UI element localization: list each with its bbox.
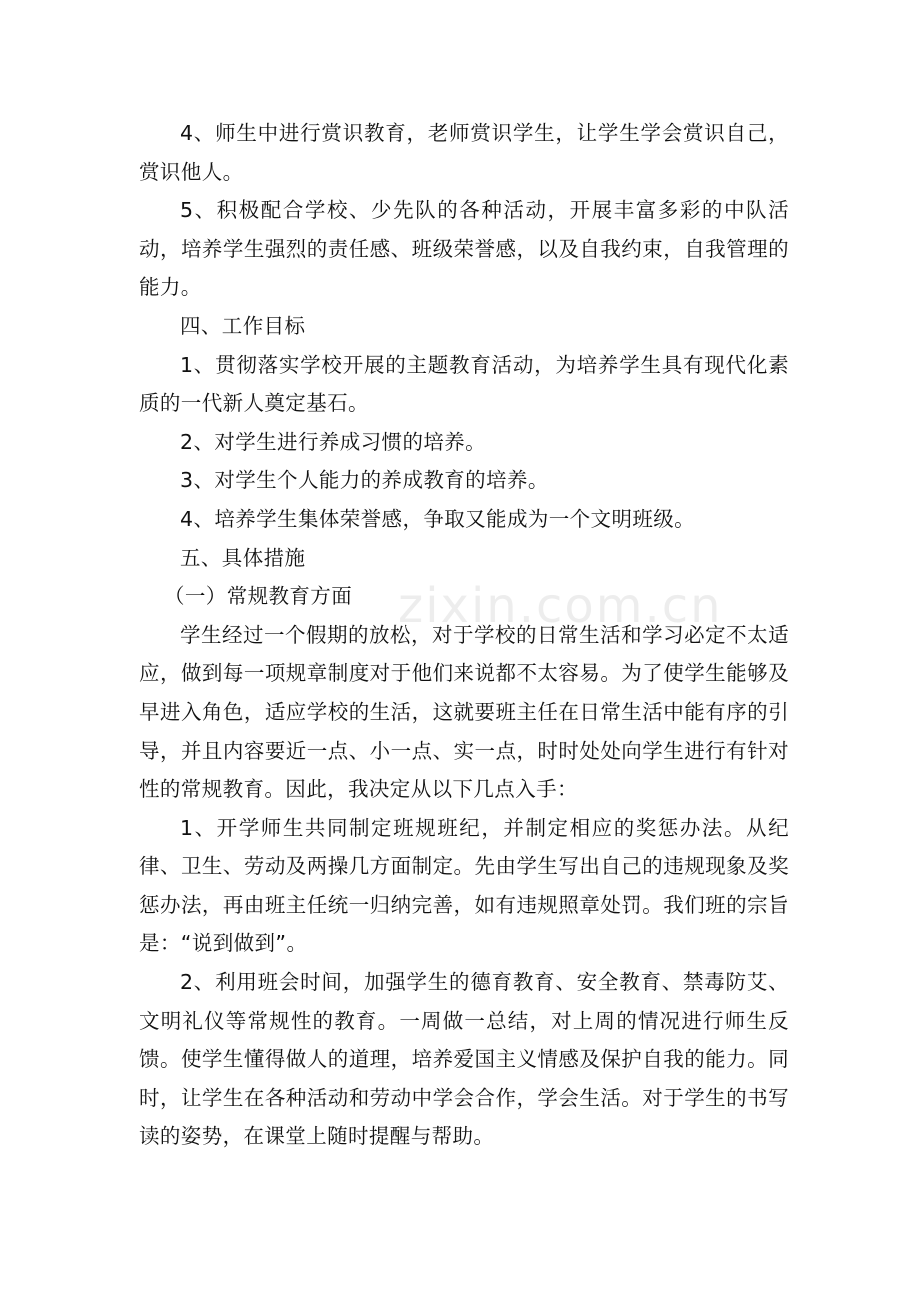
subsection-heading-routine-education: （一）常规教育方面 [164,584,353,609]
goal-item-1: 1、贯彻落实学校开展的主题教育活动，为培养学生具有现代化素质的一代新人奠定基石。 [139,352,789,416]
section-heading-work-goals: 四、工作目标 [180,313,306,338]
paragraph-item-5: 5、积极配合学校、少先队的各种活动，开展丰富多彩的中队活动，培养学生强烈的责任感、班级荣誉感，以及自我约束，自我管理的能力。 [139,198,789,300]
watermark-text: zixin.com.cn [398,578,723,634]
paragraph-item-4: 4、师生中进行赏识教育，老师赏识学生，让学生学会赏识自己，赏识他人。 [139,121,789,184]
measure-item-1: 1、开学师生共同制定班规班纪，并制定相应的奖惩办法。从纪律、卫生、劳动及两操几方面制定。先由学生写出自己的违规现象及奖惩办法，再由班主任统一归纳完善，如有违规照章处罚。我们班的宗旨是：“说到做到”。 [139,815,789,956]
paragraph-routine-intro: 学生经过一个假期的放松，对于学校的日常生活和学习必定不太适应，做到每一项规章制度对于他们来说都不太容易。为了使学生能够及早进入角色，适应学校的生活，这就要班主任在日常生活中能有序的引导，并且内容要近一点、小一点、实一点，时时处处向学生进行有针对性的常规教育。因此，我决定从以下几点入手： [139,622,789,802]
document-body [139,114,789,1156]
goal-item-2: 2、对学生进行养成习惯的培养。 [180,429,487,454]
goal-item-3: 3、对学生个人能力的养成教育的培养。 [180,468,549,493]
goal-item-4: 4、培养学生集体荣誉感，争取又能成为一个文明班级。 [180,506,696,531]
measure-item-2: 2、利用班会时间，加强学生的德育教育、安全教育、禁毒防艾、文明礼仪等常规性的教育。一周做一总结，对上周的情况进行师生反馈。使学生懂得做人的道理，培养爱国主义情感及保护自我的能力。同时，让学生在各种活动和劳动中学会合作，学会生活。对于学生的书写读的姿势，在课堂上随时提醒与帮助。 [139,970,789,1149]
section-heading-measures: 五、具体措施 [180,545,306,570]
